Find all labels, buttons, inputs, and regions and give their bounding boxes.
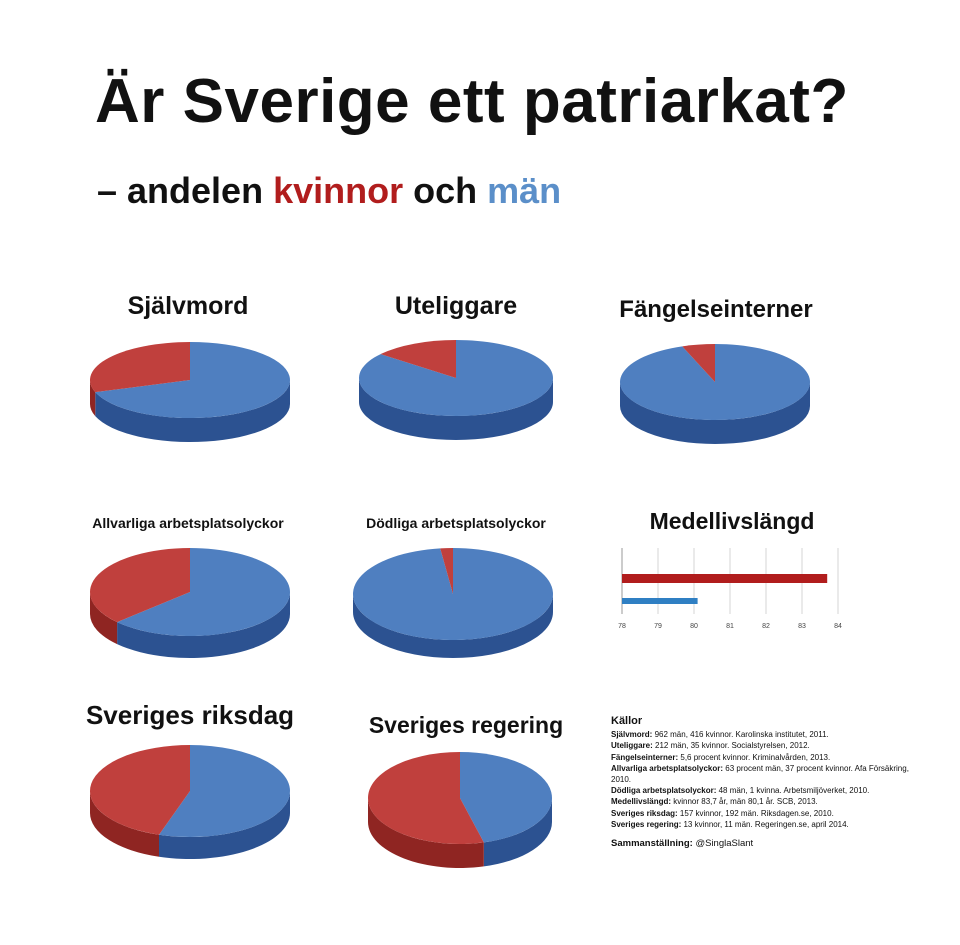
pie-chart-allvarliga <box>80 538 300 658</box>
source-text: 63 procent män, 37 procent kvinnor. Afa Försäkring, 2010. <box>611 763 909 785</box>
source-row <box>611 785 931 796</box>
pie-title-allvarliga: Allvarliga arbetsplatsolyckor <box>92 515 284 531</box>
source-label: Uteliggare: <box>611 741 653 751</box>
source-row <box>611 740 931 751</box>
source-row <box>611 808 931 819</box>
source-text: 13 kvinnor, 11 män. Regeringen.se, april 2014. <box>681 819 849 829</box>
x-tick-label: 79 <box>654 623 662 630</box>
subtitle-women: kvinnor <box>273 170 404 211</box>
credit-line <box>611 838 931 849</box>
subtitle-and: och <box>403 170 488 211</box>
source-row <box>611 752 931 763</box>
pie-title-uteliggare: Uteliggare <box>394 292 518 320</box>
bar-title-medellivslangd: Medellivslängd <box>649 508 815 534</box>
pie-chart-sjalvmord <box>80 330 300 440</box>
source-text: 157 kvinnor, 192 män. Riksdagen.se, 2010. <box>677 808 834 818</box>
source-label: Sveriges regering: <box>611 819 682 829</box>
x-tick-label: 83 <box>798 623 806 630</box>
bar-chart-medellivslangd <box>600 540 850 635</box>
source-text: 212 män, 35 kvinnor. Socialstyrelsen, 2012. <box>652 741 810 751</box>
source-row <box>611 729 931 740</box>
pie-chart-regering <box>360 740 580 865</box>
pie-chart-dodliga <box>350 538 570 658</box>
sources-heading: Källor <box>611 715 643 727</box>
source-label: Allvarliga arbetsplatsolyckor: <box>611 763 724 773</box>
source-row <box>611 763 931 785</box>
source-label: Självmord: <box>611 730 653 740</box>
subtitle-men: män <box>487 170 562 211</box>
pie-title-riksdag: Sveriges riksdag <box>85 700 295 730</box>
x-tick-label: 82 <box>762 623 770 630</box>
pie-title-dodliga: Dödliga arbetsplatsolyckor <box>366 515 546 531</box>
source-row <box>611 796 931 807</box>
pie-chart-riksdag <box>80 735 300 860</box>
pie-title-regering: Sveriges regering <box>368 712 564 738</box>
x-tick-label: 81 <box>726 623 734 630</box>
sources-block <box>611 716 931 849</box>
source-text: 48 män, 1 kvinna. Arbetsmiljöverket, 2010. <box>716 786 870 796</box>
source-label: Medellivslängd: <box>611 797 672 807</box>
pie-title-sjalvmord: Självmord <box>127 292 249 320</box>
subtitle-prefix: – andelen <box>97 170 274 211</box>
source-label: Fängelseinterner: <box>611 752 679 762</box>
x-tick-label: 80 <box>690 623 698 630</box>
page-title: Är Sverige ett patriarkat? <box>95 67 849 136</box>
source-text: kvinnor 83,7 år, män 80,1 år. SCB, 2013. <box>671 797 818 807</box>
source-text: 962 män, 416 kvinnor. Karolinska institutet, 2011. <box>652 730 829 740</box>
pie-chart-fangelseinterner <box>615 332 835 442</box>
credit-label: Sammanställning: <box>611 838 693 850</box>
pie-title-fangelseinterner: Fängelseinterner <box>619 296 813 323</box>
x-tick-label: 78 <box>618 623 626 630</box>
page-subtitle <box>97 170 561 212</box>
source-text: 5,6 procent kvinnor. Kriminalvården, 2013. <box>678 752 831 762</box>
source-label: Sveriges riksdag: <box>611 808 678 818</box>
bar-women <box>622 574 827 583</box>
credit-value: @SinglaSlant <box>692 838 754 850</box>
source-label: Dödliga arbetsplatsolyckor: <box>611 786 717 796</box>
bar-men <box>622 598 698 604</box>
x-tick-label: 84 <box>834 623 842 630</box>
pie-chart-uteliggare <box>350 330 570 440</box>
source-row <box>611 819 931 830</box>
